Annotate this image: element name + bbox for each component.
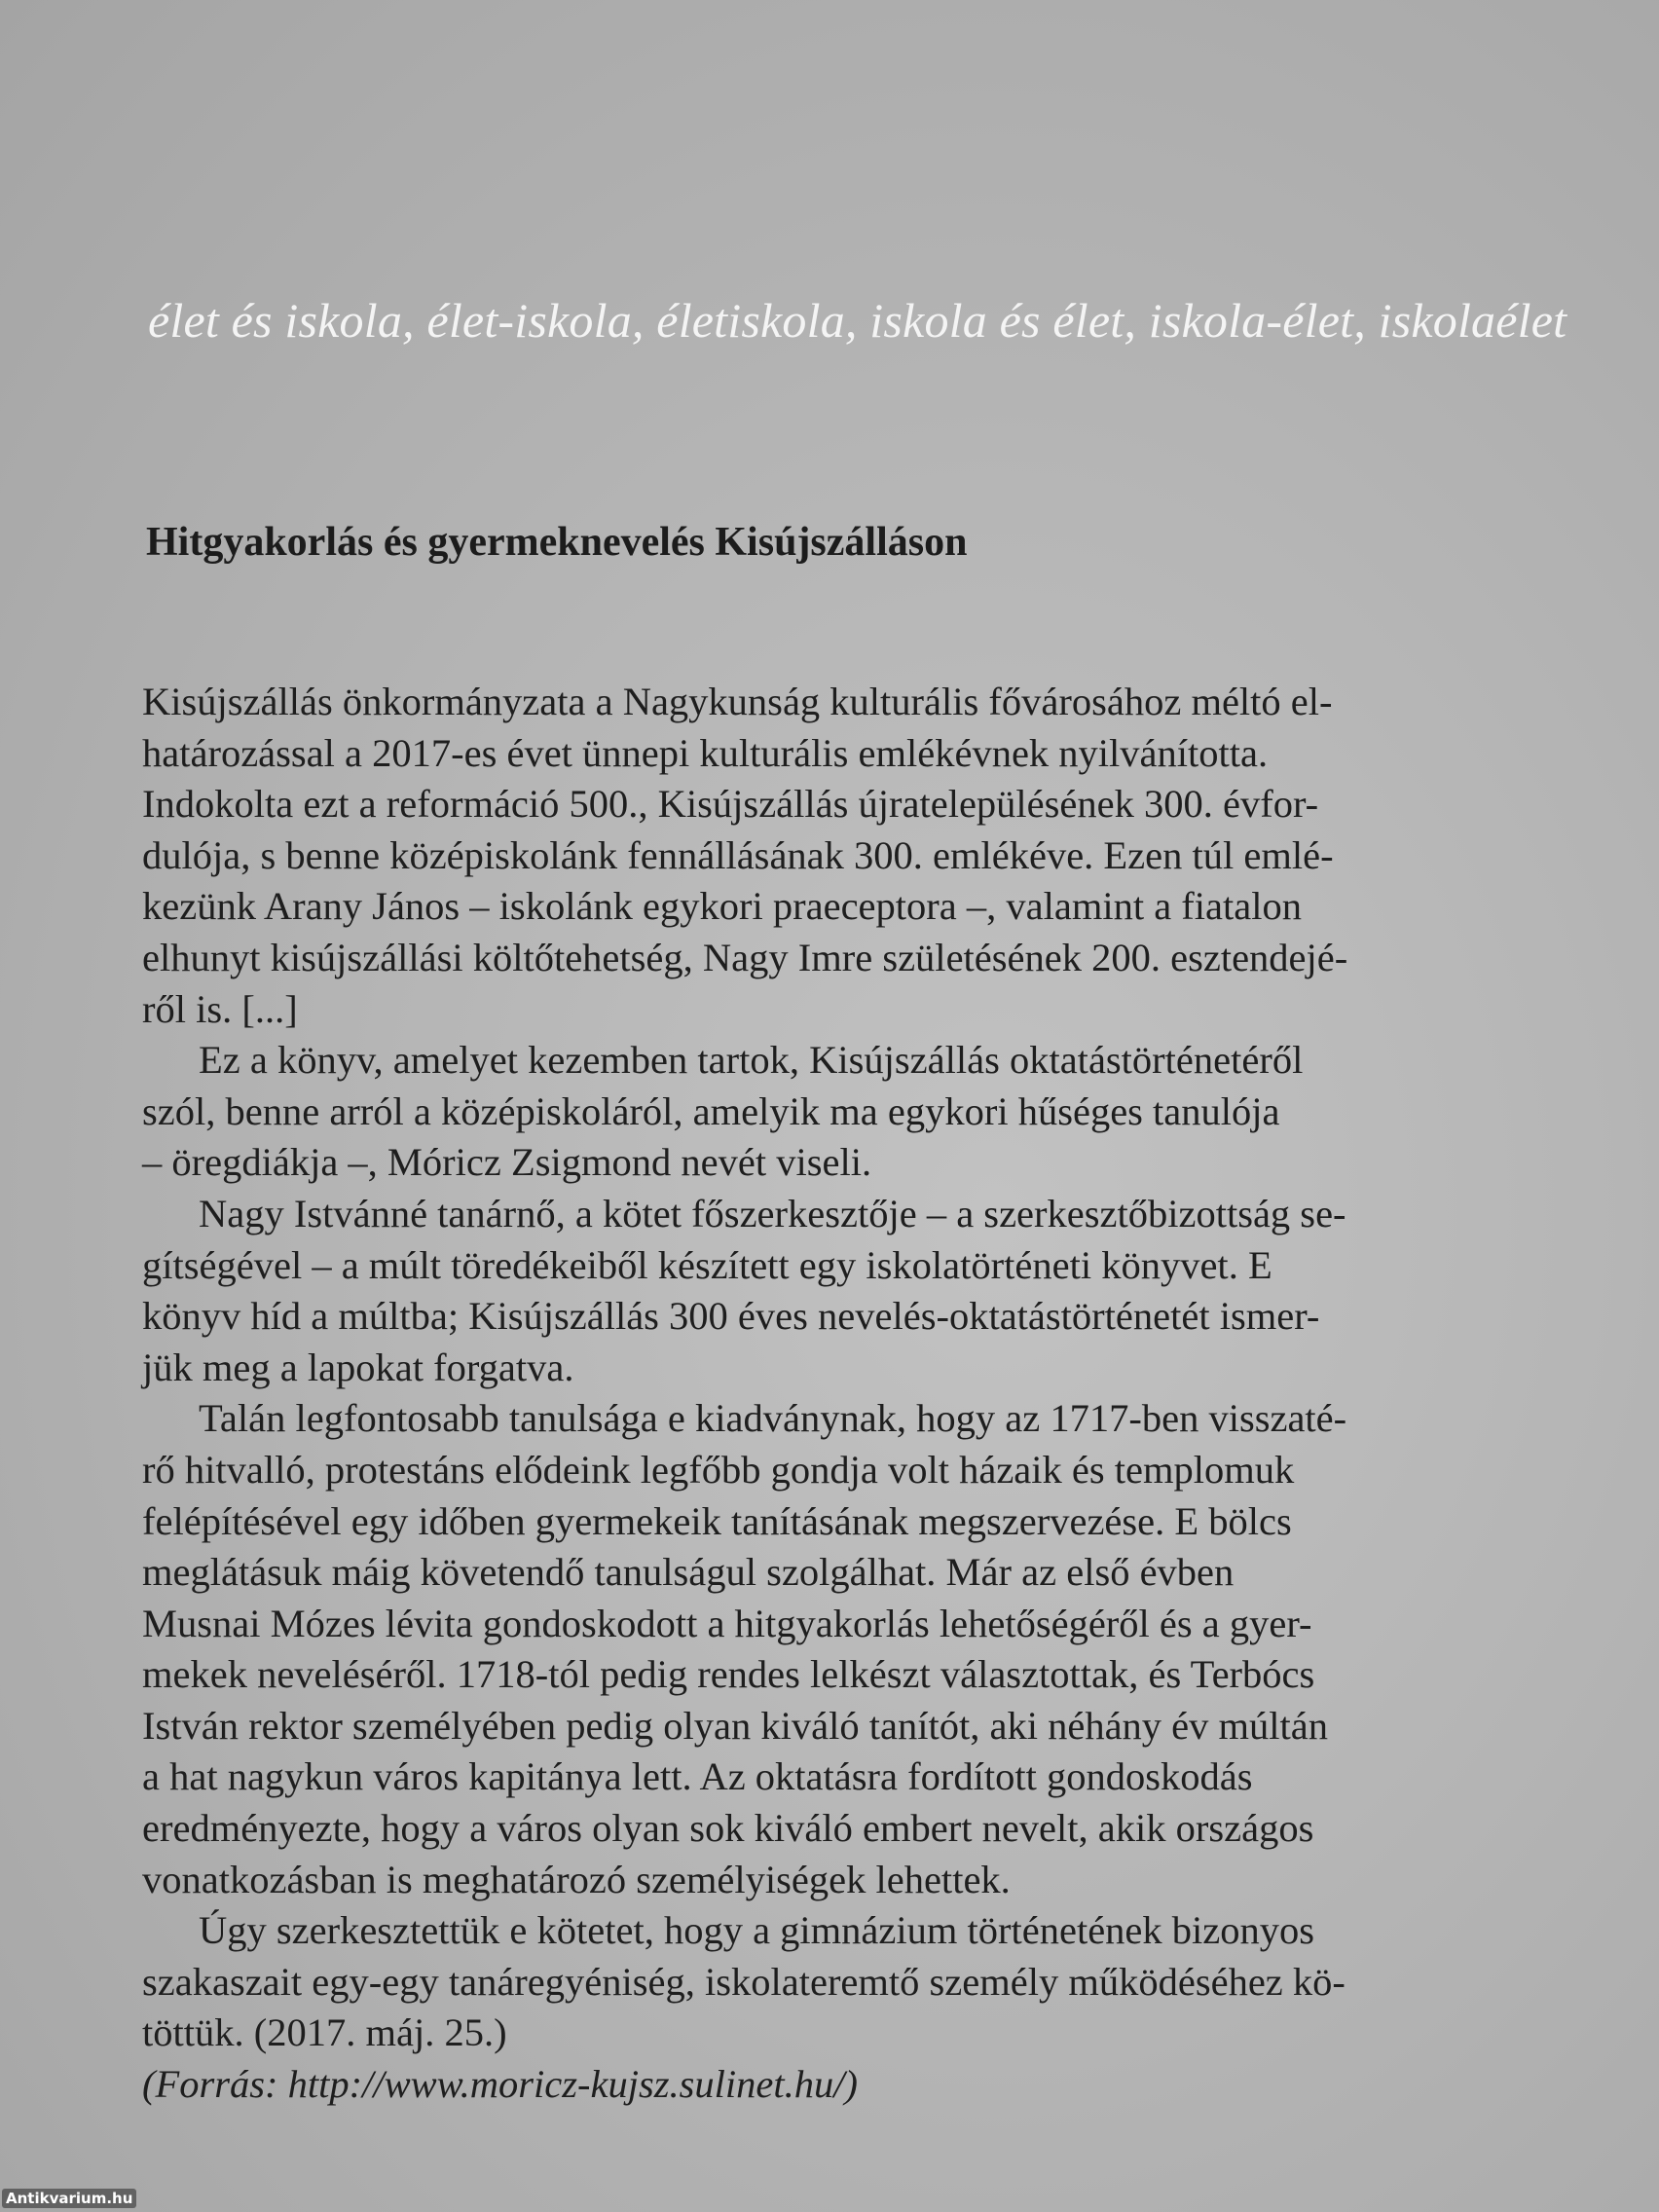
text-line: felépítésével egy időben gyermekeik tanításának megszervezése. E bölcs (142, 1498, 1292, 1543)
motto-line: élet és iskola, élet-iskola, életiskola, iskola és élet, iskola-élet, iskolaélet (148, 293, 1567, 348)
text-line: eredményezte, hogy a város olyan sok kiváló embert nevelt, akik országos (142, 1806, 1314, 1851)
text-line: szakaszait egy-egy tanáregyéniség, iskolateremtő személy működéséhez kö- (142, 1959, 1346, 2004)
text-line: szól, benne arról a középiskoláról, amelyik ma egykori hűséges tanulója (142, 1088, 1280, 1133)
text-line: elhunyt kisújszállási költőtehetség, Nagy Imre születésének 200. esztendejé- (142, 935, 1348, 979)
text-line: Nagy Istvánné tanárnő, a kötet főszerkesztője – a szerkesztőbizottság se- (199, 1191, 1346, 1235)
text-line: könyv híd a múltba; Kisújszállás 300 éves nevelés-oktatástörténetét ismer- (142, 1294, 1320, 1339)
text-line: kezünk Arany János – iskolánk egykori praeceptora –, valamint a fiatalon (142, 884, 1302, 929)
text-line: rő hitvalló, protestáns elődeink legfőbb gondja volt házaik és templomuk (142, 1447, 1295, 1492)
text-line: – öregdiákja –, Móricz Zsigmond nevét viseli. (142, 1140, 872, 1185)
text-line: mekek neveléséről. 1718-tól pedig rendes lelkészt választottak, és Terbócs (142, 1652, 1315, 1697)
text-line: Kisújszállás önkormányzata a Nagykunság kulturális fővárosához méltó el- (142, 680, 1333, 723)
text-line: vonatkozásban is meghatározó személyiségek lehettek. (142, 1857, 1011, 1901)
text-line: Úgy szerkesztettük e kötetet, hogy a gimnázium történetének bizonyos (199, 1908, 1315, 1953)
text-line: gítségével – a múlt töredékeiből készített egy iskolatörténeti könyvet. E (142, 1242, 1272, 1287)
text-line: Talán legfontosabb tanulsága e kiadványnak, hogy az 1717-ben visszaté- (199, 1396, 1347, 1441)
text-line: jük meg a lapokat forgatva. (142, 1345, 574, 1389)
watermark-label: Antikvarium.hu (2, 2189, 136, 2208)
text-line: Ez a könyv, amelyet kezemben tartok, Kisújszállás oktatástörténetéről (199, 1038, 1304, 1083)
body-text (142, 677, 1525, 2111)
source-citation: (Forrás: http://www.moricz-kujsz.sulinet.hu/) (142, 2062, 858, 2107)
text-line: a hat nagykun város kapitánya lett. Az oktatásra fordított gondoskodás (142, 1754, 1253, 1799)
text-line: István rektor személyében pedig olyan kiváló tanítót, aki néhány év múltán (142, 1703, 1329, 1748)
text-line: Indokolta ezt a reformáció 500., Kisújszállás újratelepülésének 300. évfor- (142, 782, 1319, 827)
text-line: dulója, s benne középiskolánk fennállásának 300. emlékéve. Ezen túl emlé- (142, 832, 1334, 877)
text-line: Musnai Mózes lévita gondoskodott a hitgyakorlás lehetőségéről és a gyer- (142, 1601, 1312, 1645)
section-heading: Hitgyakorlás és gyermeknevelés Kisújszálláson (146, 520, 968, 565)
text-line: meglátásuk máig követendő tanulságul szolgálhat. Már az első évben (142, 1550, 1235, 1595)
text-line: töttük. (2017. máj. 25.) (142, 2010, 507, 2055)
text-line: ről is. [...] (142, 986, 298, 1031)
text-line: határozással a 2017-es évet ünnepi kulturális emlékévnek nyilvánította. (142, 730, 1269, 775)
